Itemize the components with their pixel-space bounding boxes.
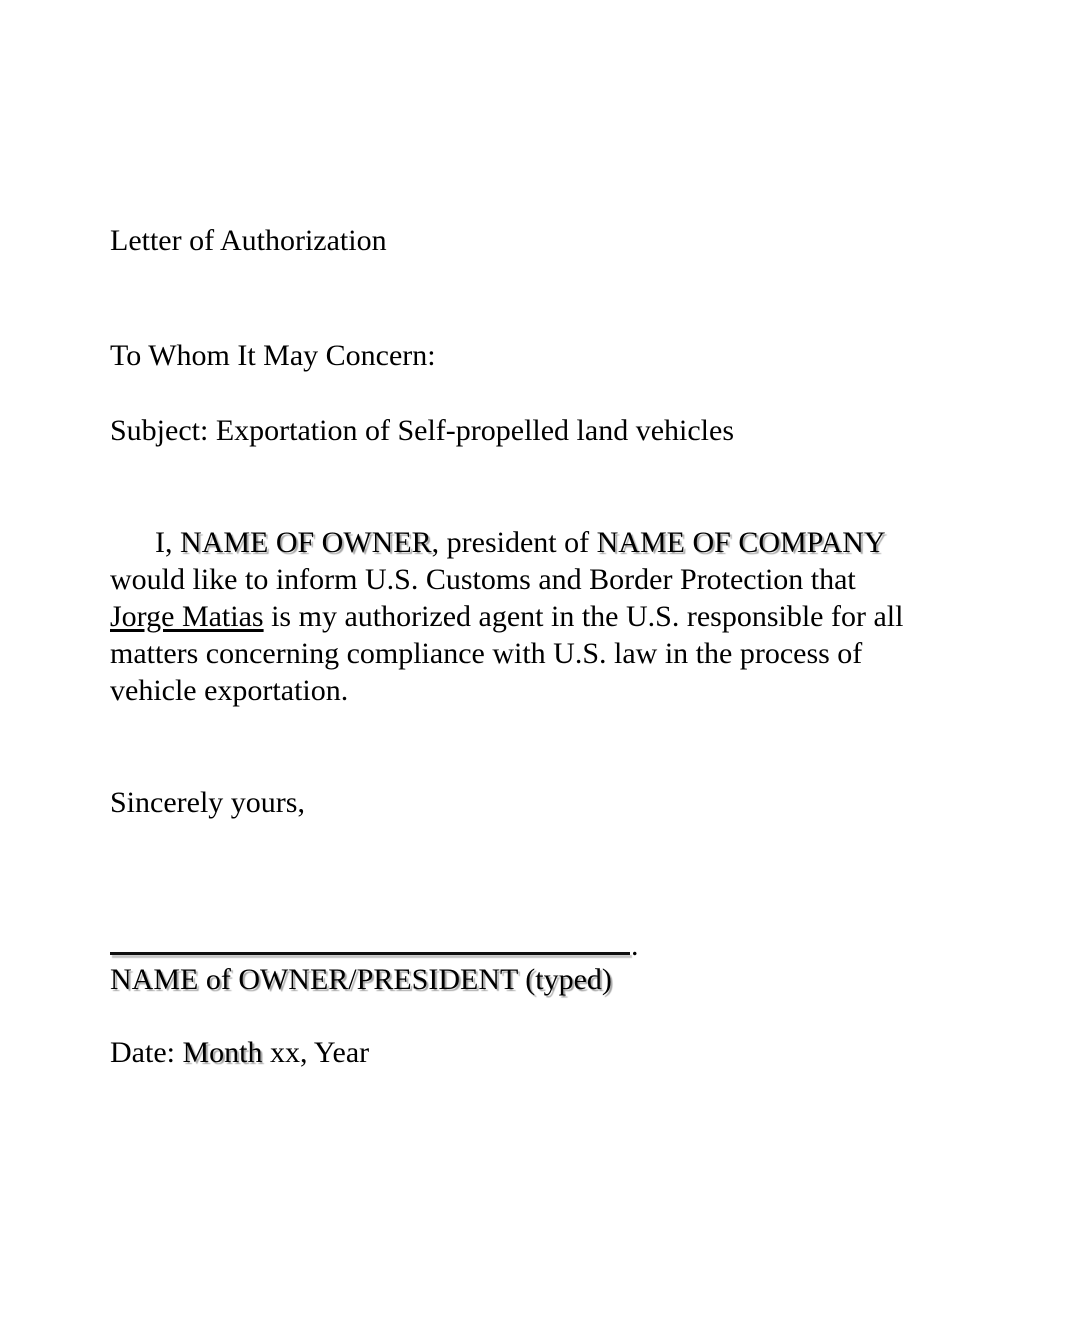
- date-line: [110, 1034, 970, 1071]
- signature-rule-period: .: [631, 929, 639, 962]
- body-line-four: matters concerning compliance with U.S. law in the process of: [110, 637, 863, 670]
- salutation: To Whom It May Concern:: [110, 339, 436, 372]
- spacer-after-subject: [110, 449, 970, 487]
- owner-name-placeholder: NAME OF OWNER: [180, 526, 432, 559]
- subject-line: Subject: Exportation of Self-propelled land vehicles: [110, 414, 734, 447]
- spacer-signature-space: [110, 821, 970, 931]
- month-placeholder: Month: [182, 1036, 263, 1069]
- spacer-before-date: [110, 998, 970, 1034]
- body-paragraph: [110, 487, 970, 746]
- body-line-two: would like to inform U.S. Customs and Border Protection that: [110, 563, 856, 596]
- closing-line: Sincerely yours,: [110, 786, 305, 819]
- letter-body: [110, 222, 970, 1071]
- body-intro-prefix: I,: [155, 526, 180, 559]
- date-rest: xx, Year: [262, 1036, 370, 1069]
- spacer-after-title: [110, 259, 970, 337]
- signature-rule: [110, 952, 630, 955]
- signature-line-row: [110, 929, 970, 962]
- body-line-three-rest: is my authorized agent in the U.S. responsible for all: [263, 600, 904, 633]
- spacer-after-salutation: [110, 374, 970, 412]
- spacer-after-paragraph: [110, 746, 970, 784]
- date-label: Date:: [110, 1036, 183, 1069]
- agent-name: Jorge Matias: [110, 600, 264, 633]
- document-title: Letter of Authorization: [110, 224, 387, 257]
- body-line-five: vehicle exportation.: [110, 674, 349, 707]
- company-name-placeholder: NAME OF COMPANY: [596, 526, 886, 559]
- body-intro-middle: , president of: [431, 526, 597, 559]
- signature-name-label: NAME of OWNER/PRESIDENT (typed): [110, 963, 612, 996]
